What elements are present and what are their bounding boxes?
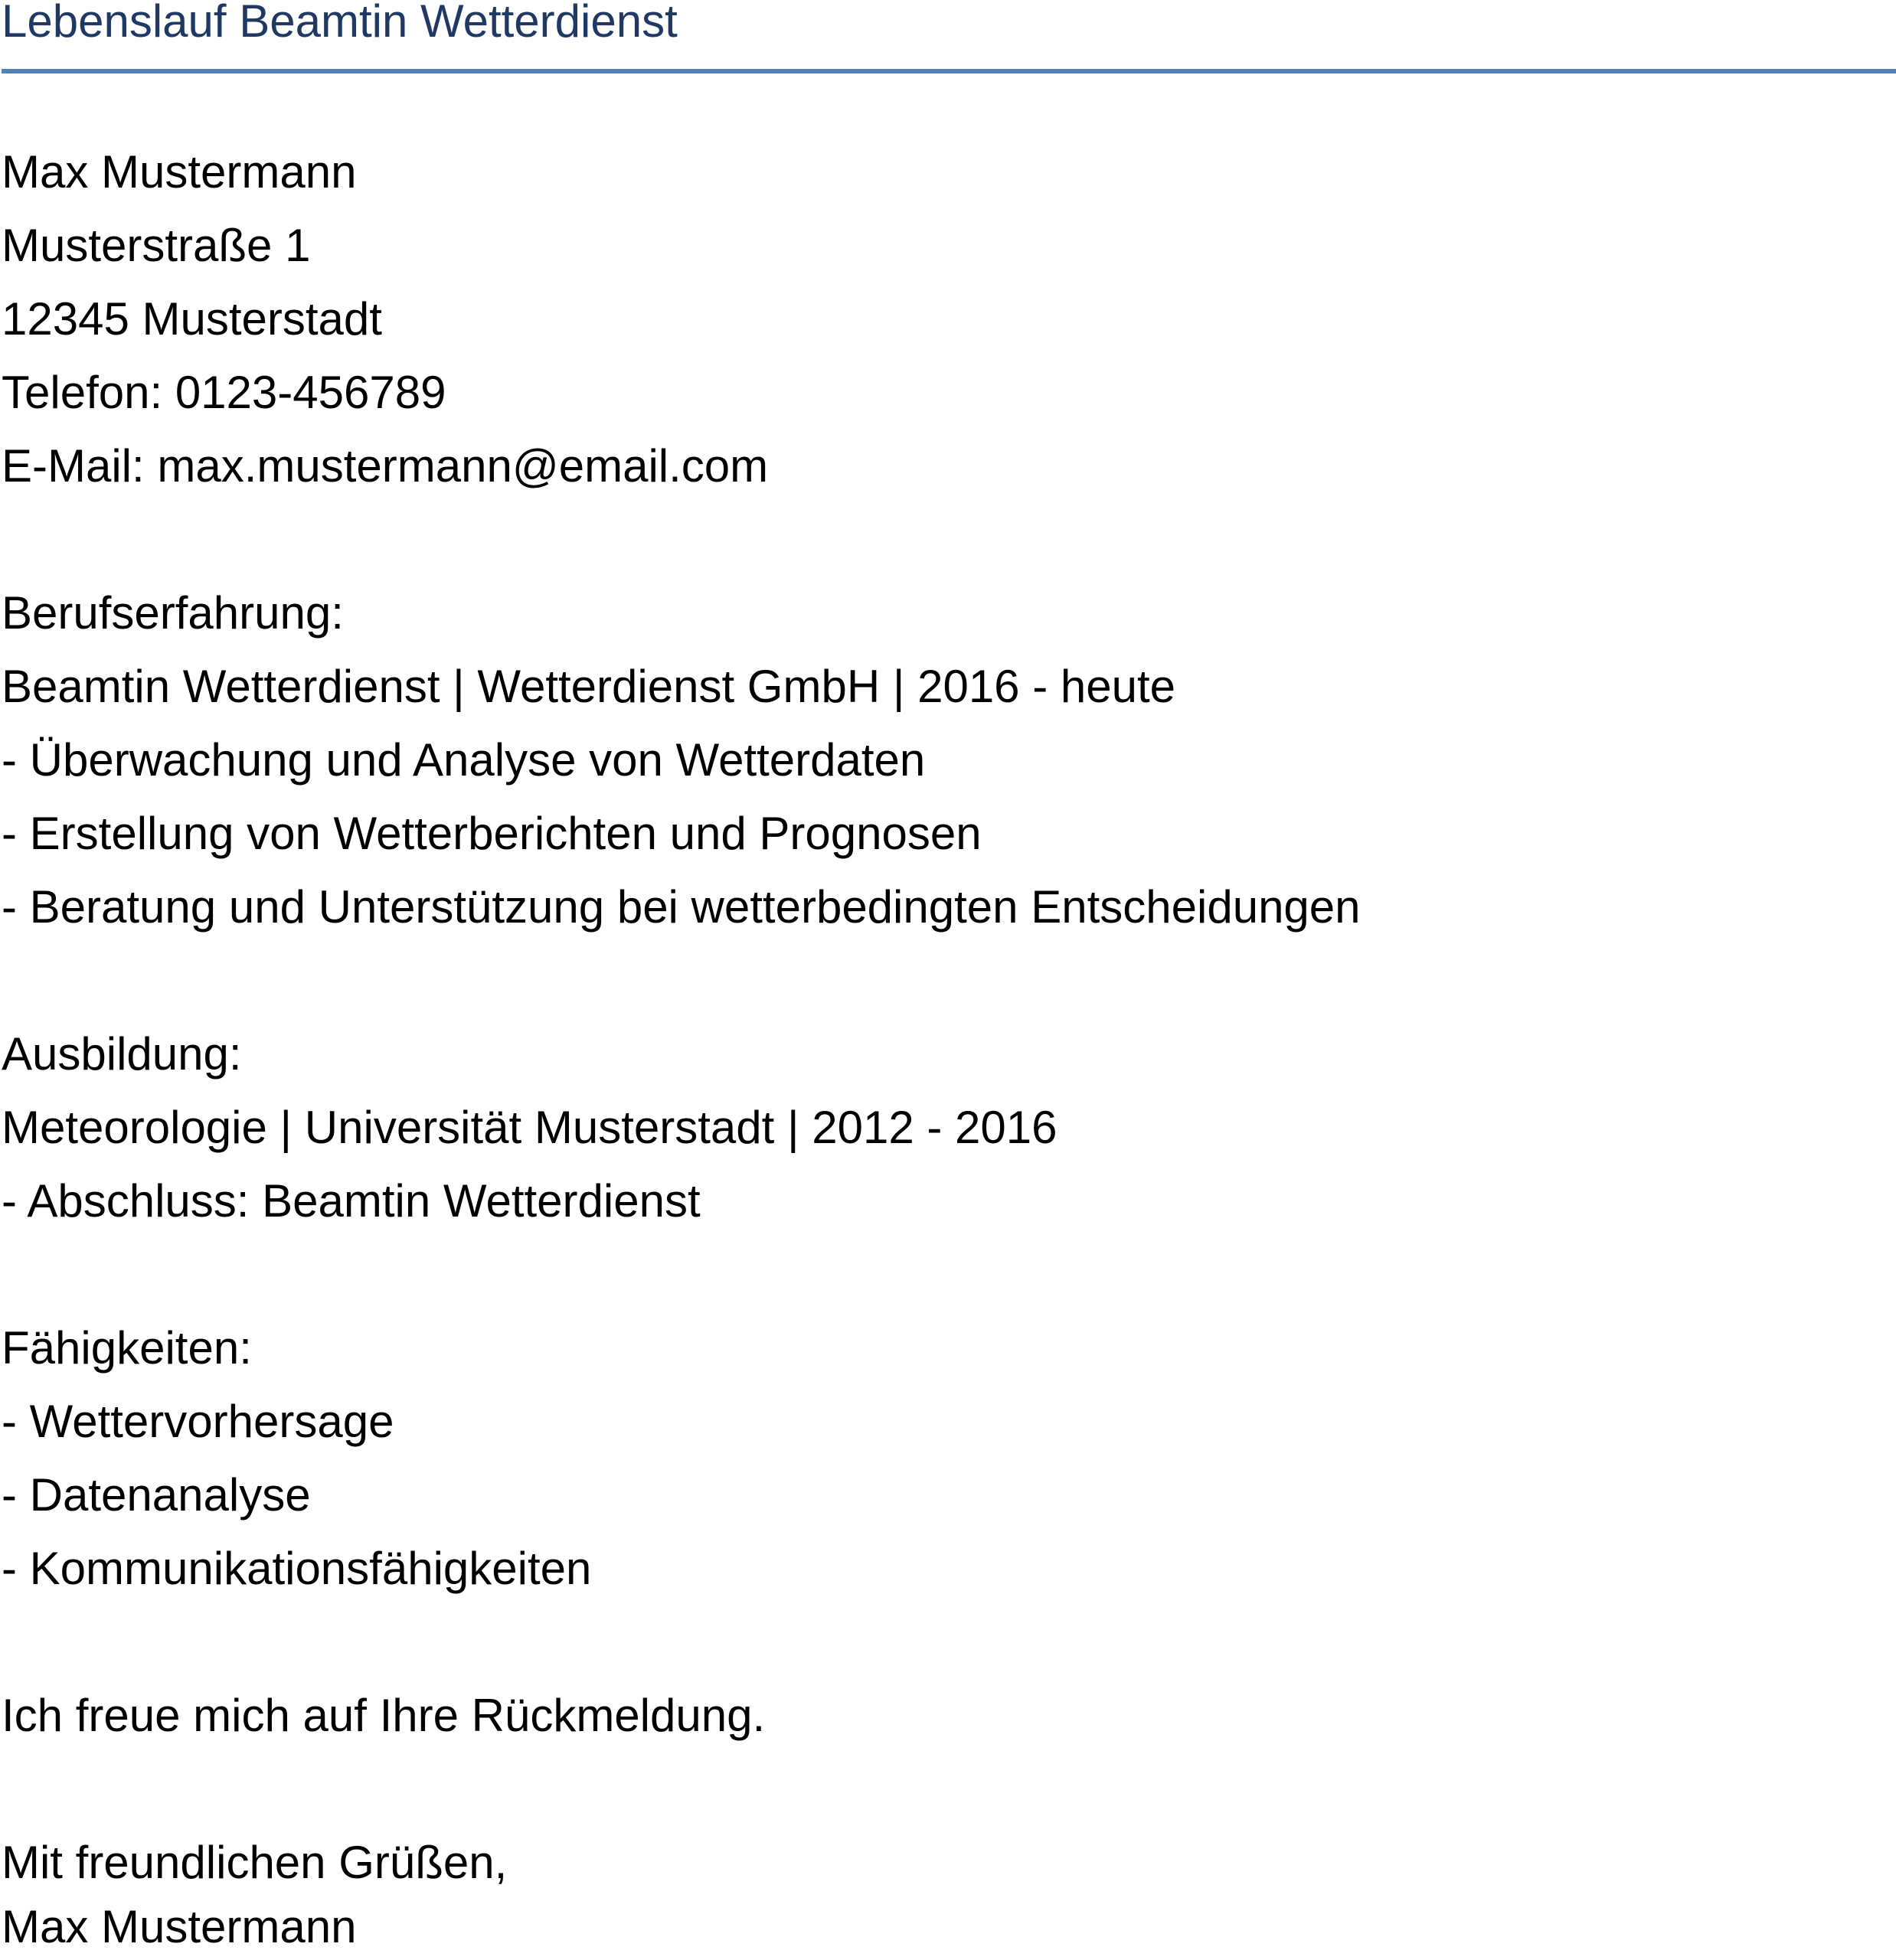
contact-street: Musterstraße 1 [2, 220, 311, 271]
document-title: Lebenslauf Beamtin Wetterdienst [2, 0, 678, 47]
experience-heading: Berufserfahrung: [2, 587, 344, 639]
contact-email: E-Mail: max.mustermann@email.com [2, 440, 769, 492]
closing-greeting: Mit freundlichen Grüßen, [2, 1837, 508, 1888]
skill-item: - Kommunikationsfähigkeiten [2, 1543, 592, 1594]
closing-statement: Ich freue mich auf Ihre Rückmeldung. [2, 1690, 766, 1741]
contact-phone: Telefon: 0123-456789 [2, 367, 446, 418]
closing-signature: Max Mustermann [2, 1901, 357, 1952]
experience-bullet: - Erstellung von Wetterberichten und Prognosen [2, 808, 982, 859]
education-heading: Ausbildung: [2, 1028, 242, 1080]
skill-item: - Wettervorhersage [2, 1396, 394, 1447]
contact-city: 12345 Musterstadt [2, 293, 382, 345]
education-bullet: - Abschluss: Beamtin Wetterdienst [2, 1175, 701, 1227]
education-entry: Meteorologie | Universität Musterstadt | 2012 - 2016 [2, 1102, 1058, 1153]
contact-name: Max Mustermann [2, 146, 357, 198]
experience-position: Beamtin Wetterdienst | Wetterdienst GmbH | 2016 - heute [2, 661, 1176, 712]
experience-bullet: - Überwachung und Analyse von Wetterdaten [2, 734, 926, 786]
title-underline [2, 69, 1896, 74]
experience-bullet: - Beratung und Unterstützung bei wetterbedingten Entscheidungen [2, 881, 1361, 933]
skills-heading: Fähigkeiten: [2, 1322, 252, 1374]
skill-item: - Datenanalyse [2, 1469, 311, 1521]
